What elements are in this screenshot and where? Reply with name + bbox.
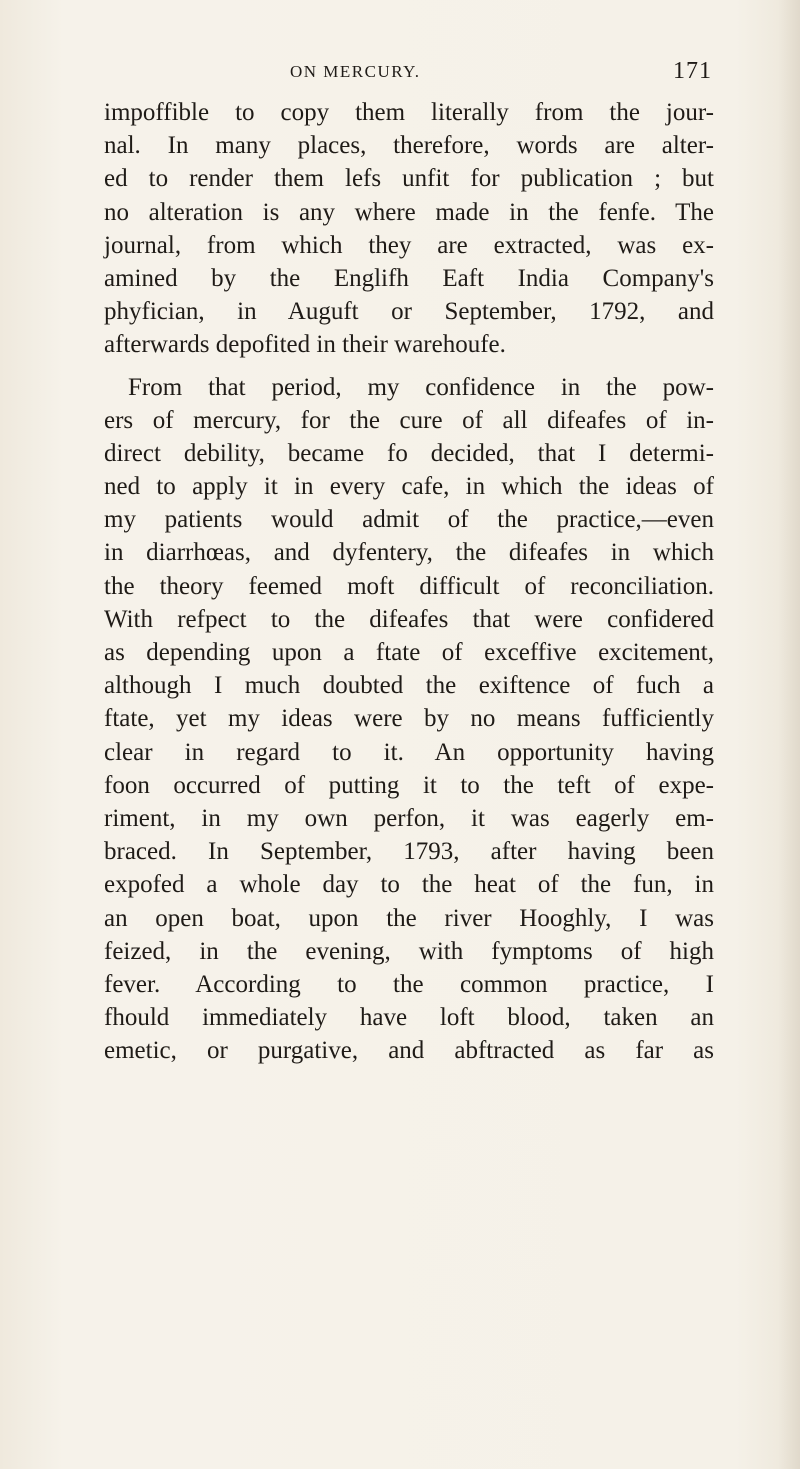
text-line: my patients would admit of the practice,—even (104, 506, 714, 534)
text-line: ftate, yet my ideas were by no means fufficiently (104, 705, 714, 733)
text-line: feized, in the evening, with fymptoms of high (104, 937, 714, 965)
text-line: no alteration is any where made in the fenfe. The (104, 198, 714, 226)
text-line: ers of mercury, for the cure of all difeafes of in- (104, 406, 714, 434)
page-number: 171 (673, 58, 712, 84)
body-text (104, 96, 714, 1067)
text-line: in diarrhœas, and dyfentery, the difeafes in which (104, 539, 714, 567)
text-line: afterwards depofited in their warehoufe. (104, 331, 506, 359)
text-line: amined by the Englifh Eaft India Company's (104, 264, 714, 292)
text-line: braced. In September, 1793, after having been (104, 838, 714, 866)
text-line: the theory feemed moft difficult of reconciliation. (104, 572, 714, 600)
text-line: expofed a whole day to the heat of the fun, in (104, 871, 714, 899)
text-line: With refpect to the difeafes that were confidered (104, 605, 714, 633)
text-line: ed to render them lefs unfit for publication ; but (104, 165, 714, 193)
text-line: ned to apply it in every cafe, in which the ideas of (104, 473, 714, 501)
text-line: phyfician, in Auguft or September, 1792, and (104, 298, 714, 326)
text-line: From that period, my confidence in the pow- (128, 373, 714, 401)
running-head (100, 58, 710, 88)
text-line: foon occurred of putting it to the teft of expe- (104, 771, 714, 799)
paragraph-gap (104, 362, 714, 371)
running-title: ON MERCURY. (290, 62, 421, 81)
text-line: fhould immediately have loft blood, taken an (104, 1004, 714, 1032)
text-line: impoffible to copy them literally from the jour- (104, 99, 714, 126)
text-line: although I much doubted the exiftence of fuch a (104, 672, 714, 700)
text-line: as depending upon a ftate of exceffive excitement, (104, 639, 714, 666)
text-line: journal, from which they are extracted, was ex- (104, 231, 714, 259)
text-line: riment, in my own perfon, it was eagerly em- (104, 804, 714, 832)
text-line: fever. According to the common practice, I (104, 970, 714, 998)
text-line: emetic, or purgative, and abftracted as far as (104, 1037, 714, 1065)
text-line: an open boat, upon the river Hooghly, I was (104, 904, 714, 932)
page-edge-shadow (778, 0, 800, 1469)
text-line: clear in regard to it. An opportunity having (104, 738, 714, 766)
text-line: direct debility, became fo decided, that I determi- (104, 439, 714, 467)
text-line: nal. In many places, therefore, words are alter- (104, 132, 714, 160)
